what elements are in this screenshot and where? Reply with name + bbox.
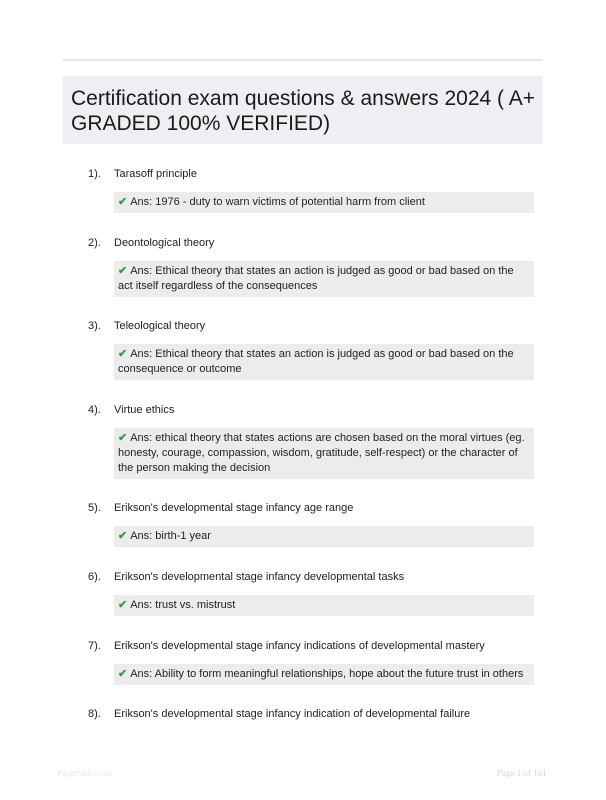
question-text: Virtue ethics [114,404,175,416]
answer-text: Ans: Ethical theory that states an action is judged as good or bad based on the consequence or outcome [118,348,514,375]
item-number: 3). [88,320,101,332]
answer-text: Ans: trust vs. mistrust [130,599,236,611]
question-text: Deontological theory [114,237,215,249]
question-text: Erikson's developmental stage infancy developmental tasks [114,571,405,583]
footer-site: PaperStilc.com [57,768,112,778]
check-icon: ✔ [118,530,128,542]
check-icon: ✔ [118,599,128,611]
item-number: 7). [88,640,101,652]
item-number: 8). [88,708,101,720]
question-text: Erikson's developmental stage infancy indication of developmental failure [114,708,471,720]
answer-text: Ans: ethical theory that states actions are chosen based on the moral virtues (eg. honesty, courage, compassion, wisdom, gratitude, self-respect) or the character of the person making the decision [118,432,525,474]
question-text: Tarasoff principle [114,168,197,180]
top-divider [63,59,543,61]
item-number: 2). [88,237,101,249]
page-number: Page 1 of 161 [497,768,547,778]
document-title: Certification exam questions & answers 2024 ( A+ GRADED 100% VERIFIED) [71,87,535,135]
answer-box [114,664,534,685]
check-icon: ✔ [118,265,128,277]
answer-box [114,595,534,616]
answer-text: Ans: 1976 - duty to warn victims of potential harm from client [130,196,425,208]
title-banner [63,76,543,144]
answer-box [114,526,534,547]
check-icon: ✔ [118,432,128,444]
answer-box [114,344,534,380]
answer-box [114,261,534,297]
check-icon: ✔ [118,348,128,360]
answer-box [114,192,534,213]
check-icon: ✔ [118,668,128,680]
check-icon: ✔ [118,196,128,208]
question-text: Erikson's developmental stage infancy age range [114,502,354,514]
answer-text: Ans: Ability to form meaningful relationships, hope about the future trust in others [130,668,524,680]
answer-text: Ans: birth-1 year [130,530,211,542]
question-text: Teleological theory [114,320,206,332]
question-text: Erikson's developmental stage infancy indications of developmental mastery [114,640,485,652]
answer-text: Ans: Ethical theory that states an action is judged as good or bad based on the act itself regardless of the consequences [118,265,514,292]
answer-box [114,428,534,479]
item-number: 5). [88,502,101,514]
item-number: 1). [88,168,101,180]
item-number: 4). [88,404,101,416]
item-number: 6). [88,571,101,583]
